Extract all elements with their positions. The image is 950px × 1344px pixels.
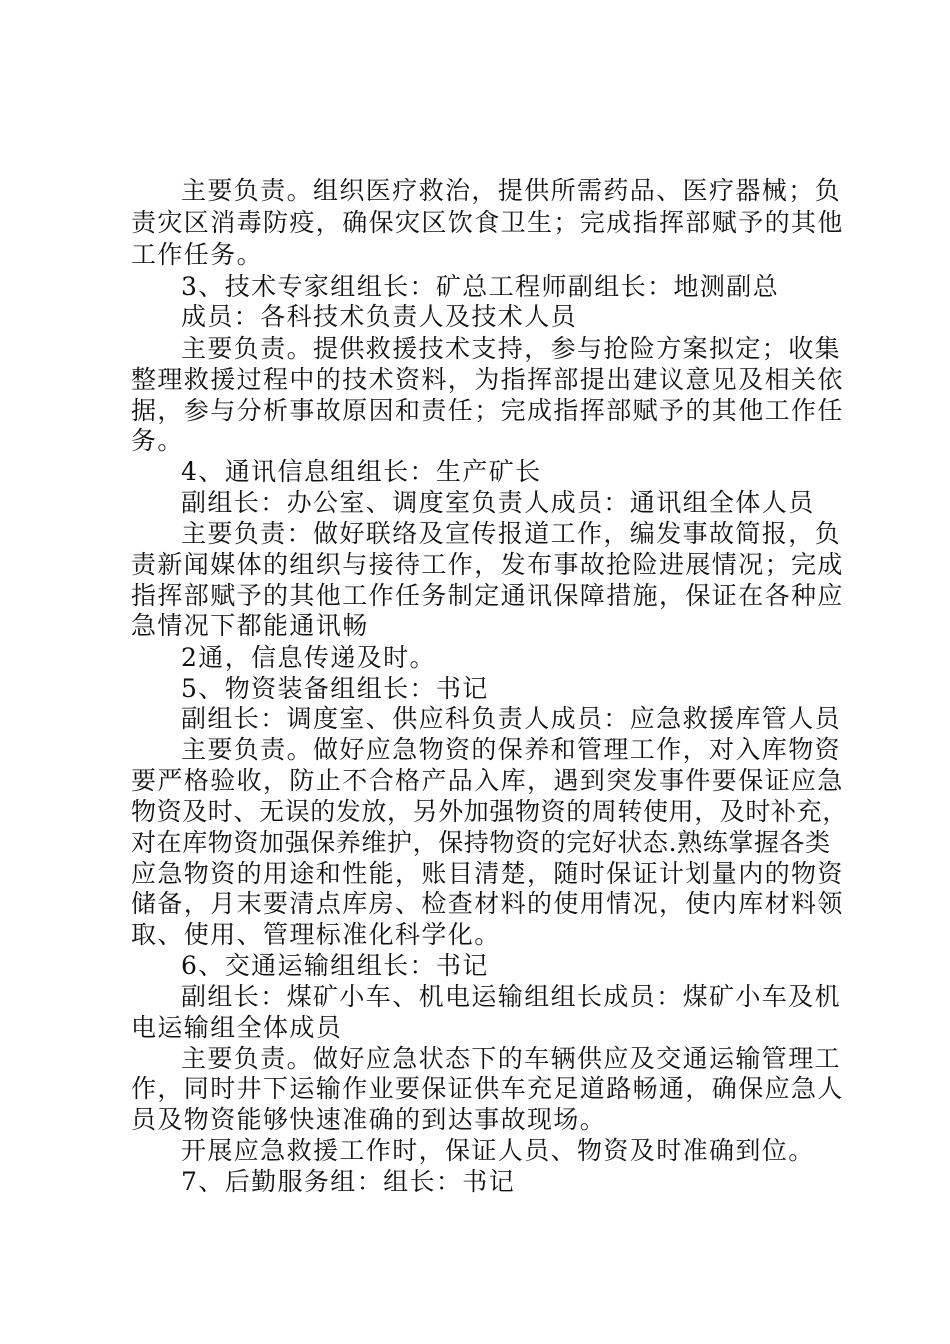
paragraph-line: 物资及时、无误的发放，另外加强物资的周转使用，及时补充，: [131, 797, 848, 826]
paragraph-line: 应急物资的用途和性能，账目清楚，随时保证计划量内的物资: [131, 859, 844, 888]
paragraph-line: 储备，月末要清点库房、检查材料的使用情况，使内库材料领: [131, 889, 844, 918]
paragraph-line: 主要负责：做好联络及宣传报道工作，编发事故简报，负: [181, 519, 842, 548]
paragraph-line: 务。: [131, 426, 184, 455]
paragraph-line: 急情况下都能通讯畅: [131, 611, 369, 640]
paragraph-line: 主要负责。做好应急物资的保养和管理工作，对入库物资: [181, 735, 842, 764]
paragraph-line: 副组长：煤矿小车、机电运输组组长成员：煤矿小车及机: [181, 982, 842, 1011]
section-heading: 4、通讯信息组组长：生产矿长: [181, 457, 542, 486]
paragraph-line: 据，参与分析事故原因和责任；完成指挥部赋予的其他工作任: [131, 396, 844, 425]
paragraph-line: 副组长：办公室、调度室负责人成员：通讯组全体人员: [181, 488, 815, 517]
section-heading: 6、交通运输组组长：书记: [181, 951, 489, 980]
paragraph-line: 2通，信息传递及时。: [181, 643, 436, 672]
paragraph-line: 责新闻媒体的组织与接待工作，发布事故抢险进展情况；完成: [131, 550, 844, 579]
section-heading: 7、后勤服务组：组长：书记: [181, 1167, 516, 1196]
paragraph-line: 主要负责。提供救援技术支持，参与抢险方案拟定；收集: [181, 334, 842, 363]
paragraph-line: 员及物资能够快速准确的到达事故现场。: [131, 1105, 607, 1134]
paragraph-line: 要严格验收，防止不合格产品入库，遇到突发事件要保证应急: [131, 766, 844, 795]
paragraph-line: 主要负责。组织医疗救治，提供所需药品、医疗器械；负: [181, 176, 842, 205]
paragraph-line: 成员：各科技术负责人及技术人员: [181, 302, 578, 331]
paragraph-line: 作，同时井下运输作业要保证供车充足道路畅通，确保应急人: [131, 1074, 844, 1103]
paragraph-line: 责灾区消毒防疫，确保灾区饮食卫生；完成指挥部赋予的其他: [131, 208, 844, 237]
section-heading: 3、技术专家组组长：矿总工程师副组长：地测副总: [181, 272, 780, 301]
paragraph-line: 整理救援过程中的技术资料，为指挥部提出建议意见及相关依: [131, 365, 844, 394]
paragraph-line: 对在库物资加强保养维护，保持物资的完好状态.熟练掌握各类: [131, 828, 831, 857]
paragraph-line: 主要负责。做好应急状态下的车辆供应及交通运输管理工: [181, 1044, 842, 1073]
paragraph-line: 副组长：调度室、供应科负责人成员：应急救援库管人员: [181, 704, 842, 733]
paragraph-line: 工作任务。: [131, 240, 264, 269]
paragraph-line: 取、使用、管理标准化科学化。: [131, 920, 501, 949]
paragraph-line: 指挥部赋予的其他工作任务制定通讯保障措施，保证在各种应: [131, 581, 844, 610]
paragraph-line: 开展应急救援工作时，保证人员、物资及时准确到位。: [181, 1136, 815, 1165]
paragraph-line: 电运输组全体成员: [131, 1013, 343, 1042]
section-heading: 5、物资装备组组长：书记: [181, 674, 489, 703]
